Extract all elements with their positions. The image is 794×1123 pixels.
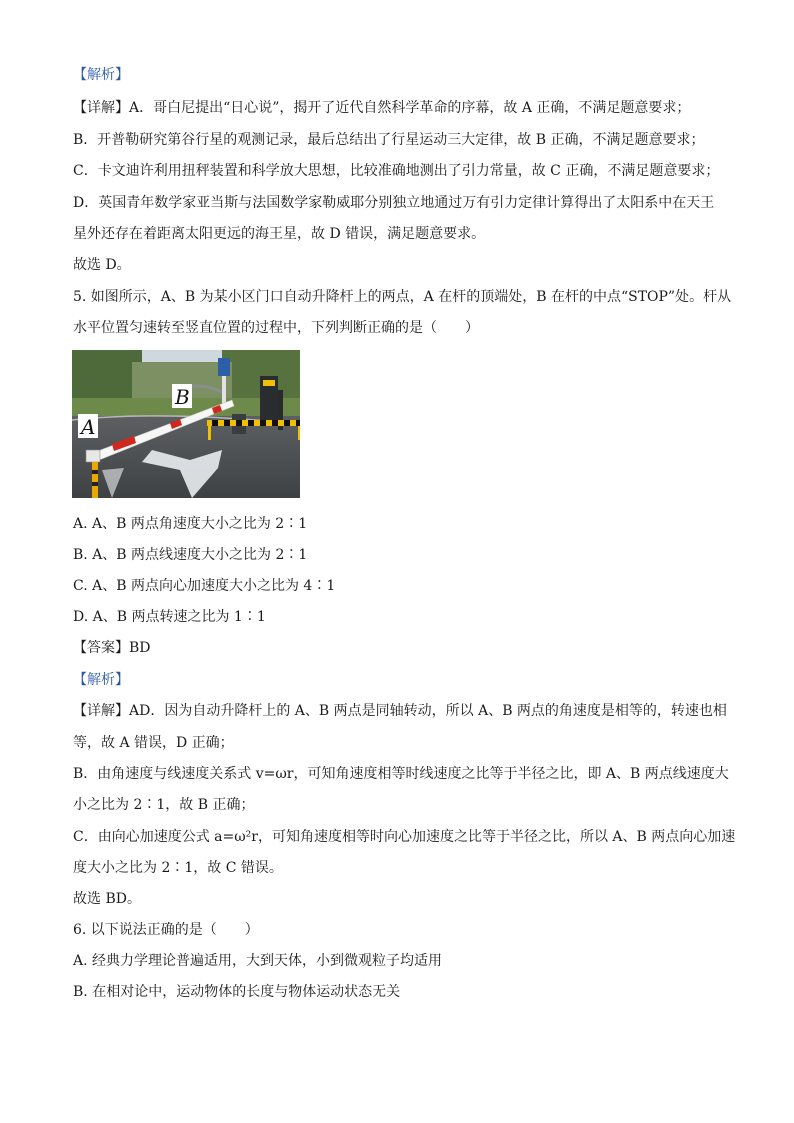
- detail-line-c: C．卡文迪许利用扭秤装置和科学放大思想，比较准确地测出了引力常量，故 C 正确，不满足题意要求；: [73, 163, 720, 179]
- detail-c-cont: 度大小之比为 2∶1，故 C 错误。: [73, 860, 283, 876]
- question-6-option-a: A. 经典力学理论普遍适用，大到天体，小到微观粒子均适用: [73, 953, 443, 969]
- barrier-gate-illustration: [72, 350, 300, 498]
- option-a: A. A、B 两点角速度大小之比为 2∶1: [73, 516, 308, 532]
- detail-c: C．由向心加速度公式 a=ω²r，可知角速度相等时向心加速度之比等于半径之比，所以 A、B 两点向心加速: [73, 829, 736, 845]
- point-b-label: B: [175, 385, 190, 409]
- detail-line-a: 【详解】A．哥白尼提出“日心说”，揭开了近代自然科学革命的序幕，故 A 正确，不满足题意要求；: [73, 100, 691, 116]
- detail-line-d: D．英国青年数学家亚当斯与法国数学家勒威耶分别独立地通过万有引力定律计算得出了太阳系中在天王: [73, 195, 715, 211]
- barrier-gate-photo: [72, 350, 300, 498]
- detail-b: B．由角速度与线速度关系式 v=ωr，可知角速度相等时线速度之比等于半径之比，即 A、B 两点线速度大: [73, 766, 729, 782]
- question-5-stem-cont: 水平位置匀速转至竖直位置的过程中，下列判断正确的是（ ）: [73, 320, 479, 336]
- question-6-option-b: B. 在相对论中，运动物体的长度与物体运动状态无关: [73, 984, 401, 1000]
- detail-line-d-cont: 星外还存在着距离太阳更远的海王星，故 D 错误，满足题意要求。: [73, 226, 486, 242]
- detail-ad: 【详解】AD．因为自动升降杆上的 A、B 两点是同轴转动，所以 A、B 两点的角速度是相等的，转速也相: [73, 703, 727, 719]
- option-d: D. A、B 两点转速之比为 1∶1: [73, 609, 266, 625]
- conclusion-line-2: 故选 BD。: [73, 891, 141, 907]
- question-6-stem: 6. 以下说法正确的是（ ）: [73, 922, 259, 938]
- option-c: C. A、B 两点向心加速度大小之比为 4∶1: [73, 578, 336, 594]
- option-b: B. A、B 两点线速度大小之比为 2∶1: [73, 547, 308, 563]
- answer-line: 【答案】BD: [73, 640, 151, 656]
- analysis-heading: 【解析】: [73, 67, 129, 83]
- detail-ad-cont: 等，故 A 错误，D 正确；: [73, 735, 234, 751]
- point-a-label: A: [81, 415, 96, 439]
- question-5-stem: 5. 如图所示，A、B 为某小区门口自动升降杆上的两点，A 在杆的顶端处，B 在杆的中点“STOP”处。杆从: [73, 289, 732, 305]
- conclusion-line: 故选 D。: [73, 257, 131, 273]
- detail-b-cont: 小之比为 2∶1，故 B 正确；: [73, 797, 255, 813]
- detail-line-b: B．开普勒研究第谷行星的观测记录，最后总结出了行星运动三大定律，故 B 正确，不满足题意要求；: [73, 132, 705, 148]
- analysis-heading-2: 【解析】: [73, 672, 129, 688]
